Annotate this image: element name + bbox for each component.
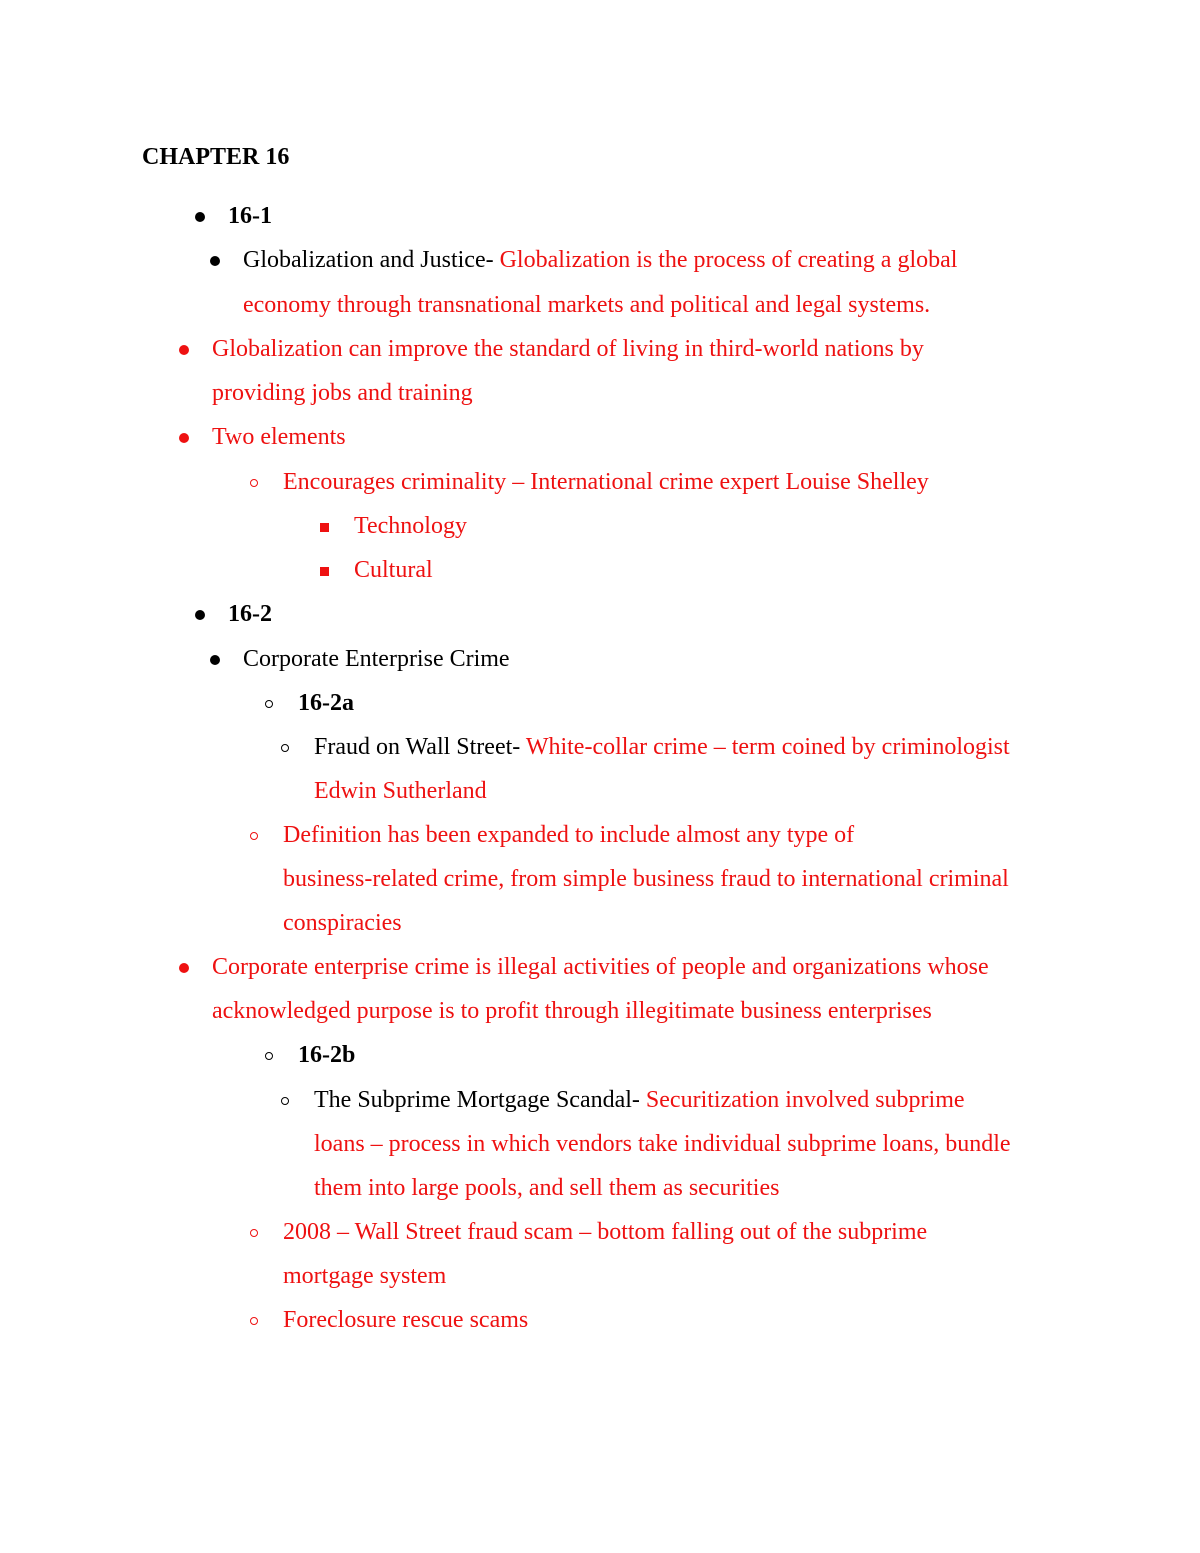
bullet-circle-icon	[265, 688, 273, 718]
bullet-circle-icon	[281, 732, 289, 762]
fraud-on-wall-street	[314, 732, 1010, 762]
wall-street-scam-2008-continued: mortgage system	[283, 1263, 447, 1289]
chapter-title: CHAPTER 16	[142, 144, 290, 170]
subprime-label: The Subprime Mortgage Scandal-	[314, 1087, 640, 1113]
bullet-dot-icon	[179, 422, 189, 452]
fraud-definition: White-collar crime – term coined by criminologist	[520, 734, 1010, 760]
section-heading-16-2: 16-2	[228, 601, 272, 627]
definition-expanded-line2: business-related crime, from simple business fraud to international criminal	[283, 866, 1009, 892]
item-technology: Technology	[354, 513, 467, 539]
bullet-circle-icon	[281, 1085, 289, 1115]
definition-expanded: Definition has been expanded to include almost any type of	[283, 822, 855, 848]
subprime-definition-line3: them into large pools, and sell them as securities	[314, 1175, 780, 1201]
bullet-circle-icon	[250, 820, 258, 850]
topic-definition-continued: economy through transnational markets and political and legal systems.	[243, 292, 931, 318]
bullet-circle-icon	[250, 1217, 258, 1247]
subprime-definition: Securitization involved subprime	[639, 1087, 965, 1113]
definition-expanded-line3: conspiracies	[283, 910, 402, 936]
corporate-crime-definition: Corporate enterprise crime is illegal activities of people and organizations whose	[212, 954, 989, 980]
bullet-circle-icon	[250, 467, 258, 497]
sub-encourages-criminality: Encourages criminality – International crime expert Louise Shelley	[283, 469, 929, 495]
bullet-circle-icon	[250, 1305, 258, 1335]
fraud-label: Fraud on Wall Street-	[314, 734, 521, 760]
point-standard-of-living: Globalization can improve the standard of living in third-world nations by	[212, 336, 924, 362]
bullet-dot-icon	[179, 334, 189, 364]
fraud-definition-continued: Edwin Sutherland	[314, 778, 487, 804]
bullet-square-icon	[320, 555, 329, 585]
wall-street-scam-2008: 2008 – Wall Street fraud scam – bottom falling out of the subprime	[283, 1219, 928, 1245]
section-heading-16-1: 16-1	[228, 203, 272, 229]
foreclosure-rescue-scams: Foreclosure rescue scams	[283, 1307, 529, 1333]
topic-globalization	[243, 245, 957, 275]
topic-definition: Globalization is the process of creating a global	[493, 247, 958, 273]
bullet-circle-icon	[265, 1040, 273, 1070]
bullet-dot-icon	[179, 952, 189, 982]
bullet-dot-icon	[195, 599, 205, 629]
subsection-16-2b: 16-2b	[298, 1042, 356, 1068]
point-standard-of-living-continued: providing jobs and training	[212, 380, 473, 406]
bullet-square-icon	[320, 511, 329, 541]
topic-corporate-enterprise-crime: Corporate Enterprise Crime	[243, 646, 510, 672]
bullet-dot-icon	[210, 245, 220, 275]
corporate-crime-definition-continued: acknowledged purpose is to profit through illegitimate business enterprises	[212, 998, 932, 1024]
topic-label: Globalization and Justice-	[243, 247, 494, 273]
bullet-dot-icon	[210, 644, 220, 674]
item-cultural: Cultural	[354, 557, 433, 583]
point-two-elements: Two elements	[212, 424, 346, 450]
subsection-16-2a: 16-2a	[298, 690, 354, 716]
subprime-definition-line2: loans – process in which vendors take individual subprime loans, bundle	[314, 1131, 1011, 1157]
bullet-dot-icon	[195, 201, 205, 231]
subprime-mortgage-scandal	[314, 1085, 965, 1115]
